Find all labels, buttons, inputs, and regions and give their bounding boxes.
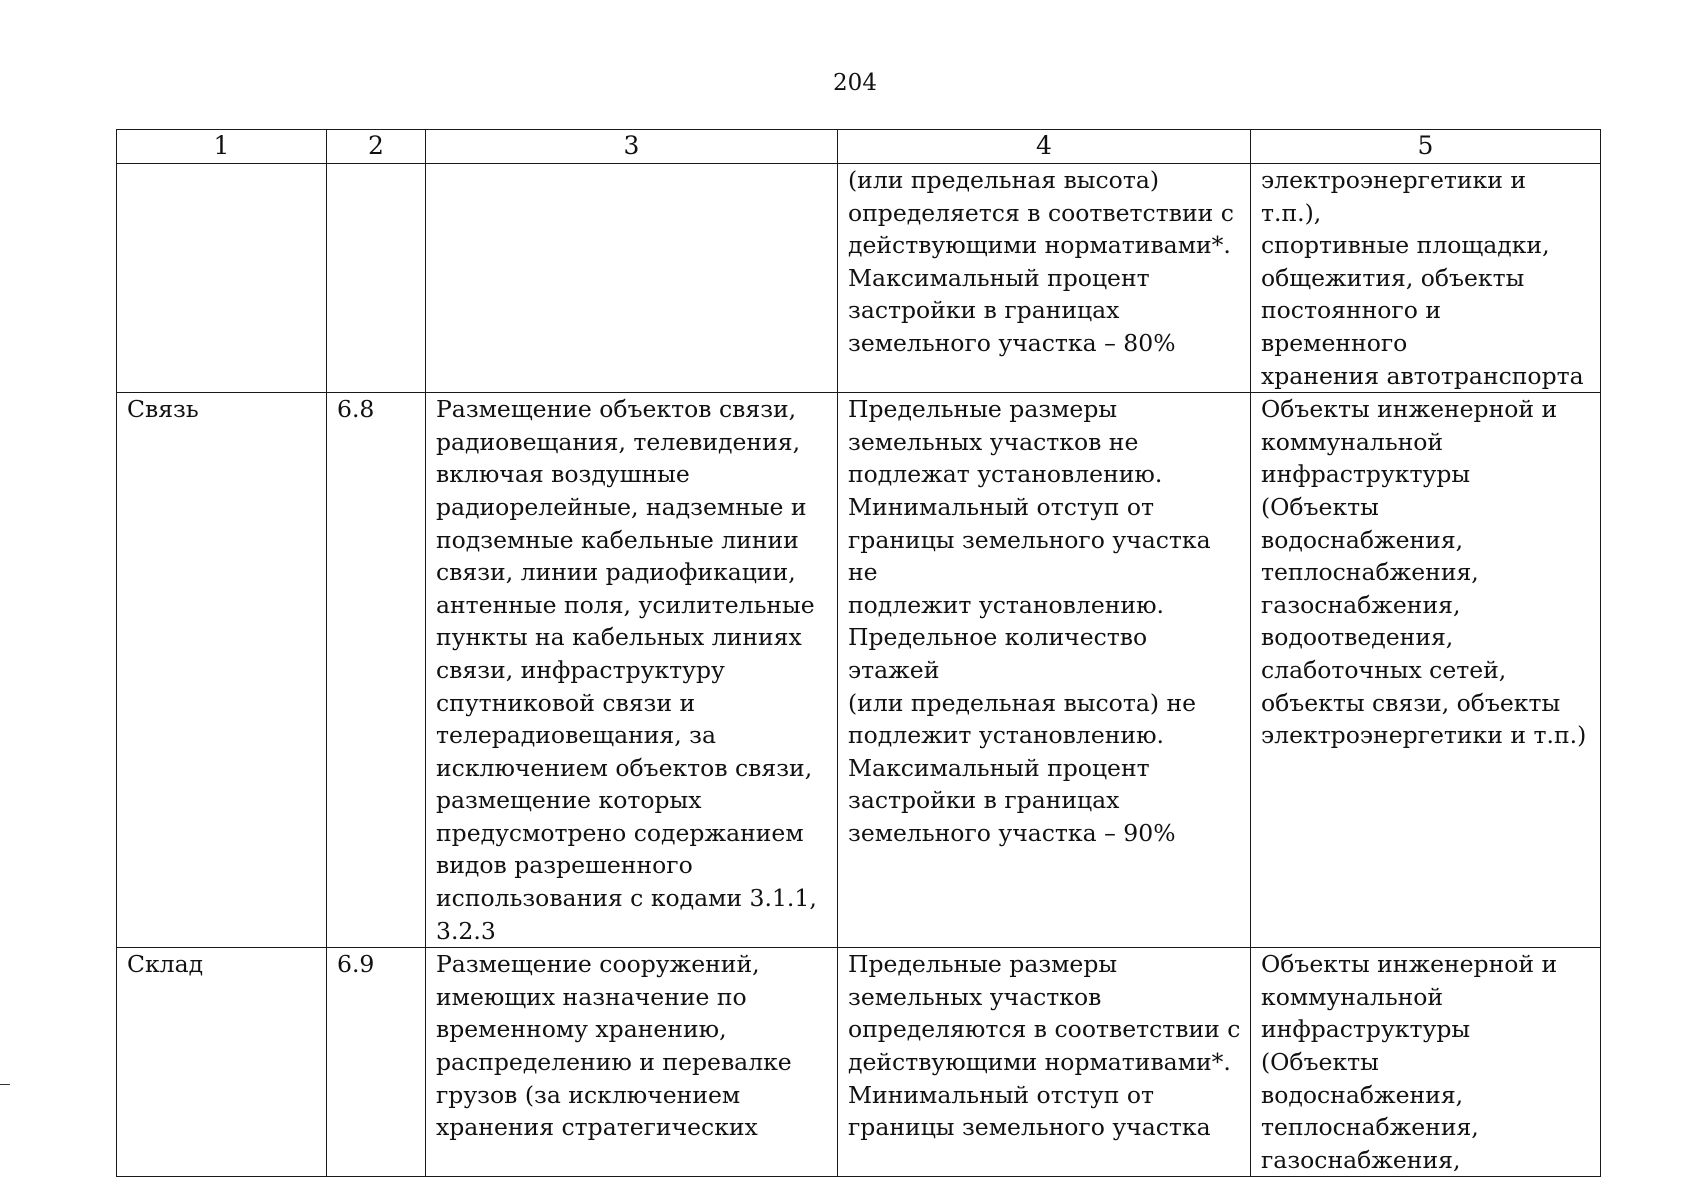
land-use-table (116, 129, 1601, 1177)
use-name-cell: Связь (117, 393, 327, 948)
parameters-cell: (или предельная высота) определяется в соответствии с действующими нормативами*. Максимальный процент застройки в границах земельного участка – 80% (838, 164, 1251, 393)
scan-edge-mark (0, 1084, 10, 1085)
use-description-cell: Размещение объектов связи, радиовещания, телевидения, включая воздушные радиорелейные, надземные и подземные кабельные линии связи, линии радиофикации, антенные поля, усилительные пункты на кабельных линиях связи, инфраструктуру спутниковой связи и телерадиовещания, за исключением объектов связи, размещение которых предусмотрено содержанием видов разрешенного использования с кодами 3.1.1, 3.2.3 (426, 393, 838, 948)
use-code-cell: 6.9 (327, 948, 426, 1177)
column-header-3: 3 (426, 130, 838, 164)
auxiliary-uses-cell: электроэнергетики и т.п.), спортивные площадки, общежития, объекты постоянного и временного хранения автотранспорта (1251, 164, 1601, 393)
parameters-cell: Предельные размеры земельных участков определяются в соответствии с действующими нормативами*. Минимальный отступ от границы земельного участка (838, 948, 1251, 1177)
column-header-2: 2 (327, 130, 426, 164)
table-header-row (117, 130, 1601, 164)
column-header-1: 1 (117, 130, 327, 164)
use-name-cell: Склад (117, 948, 327, 1177)
parameters-cell: Предельные размеры земельных участков не подлежат установлению. Минимальный отступ от границы земельного участка не подлежит установлению. Предельное количество этажей (или предельная высота) не подлежит установлению. Максимальный процент застройки в границах земельного участка – 90% (838, 393, 1251, 948)
use-description-cell (426, 164, 838, 393)
table-row (117, 948, 1601, 1177)
use-code-cell: 6.8 (327, 393, 426, 948)
column-header-5: 5 (1251, 130, 1601, 164)
use-description-cell: Размещение сооружений, имеющих назначение по временному хранению, распределению и перевалке грузов (за исключением хранения стратегических (426, 948, 838, 1177)
use-code-cell (327, 164, 426, 393)
auxiliary-uses-cell: Объекты инженерной и коммунальной инфраструктуры (Объекты водоснабжения, теплоснабжения, газоснабжения, (1251, 948, 1601, 1177)
table-row (117, 164, 1601, 393)
page-number: 204 (833, 70, 877, 96)
column-header-4: 4 (838, 130, 1251, 164)
use-name-cell (117, 164, 327, 393)
auxiliary-uses-cell: Объекты инженерной и коммунальной инфраструктуры (Объекты водоснабжения, теплоснабжения, газоснабжения, водоотведения, слаботочных сетей, объекты связи, объекты электроэнергетики и т.п.) (1251, 393, 1601, 948)
table-row (117, 393, 1601, 948)
